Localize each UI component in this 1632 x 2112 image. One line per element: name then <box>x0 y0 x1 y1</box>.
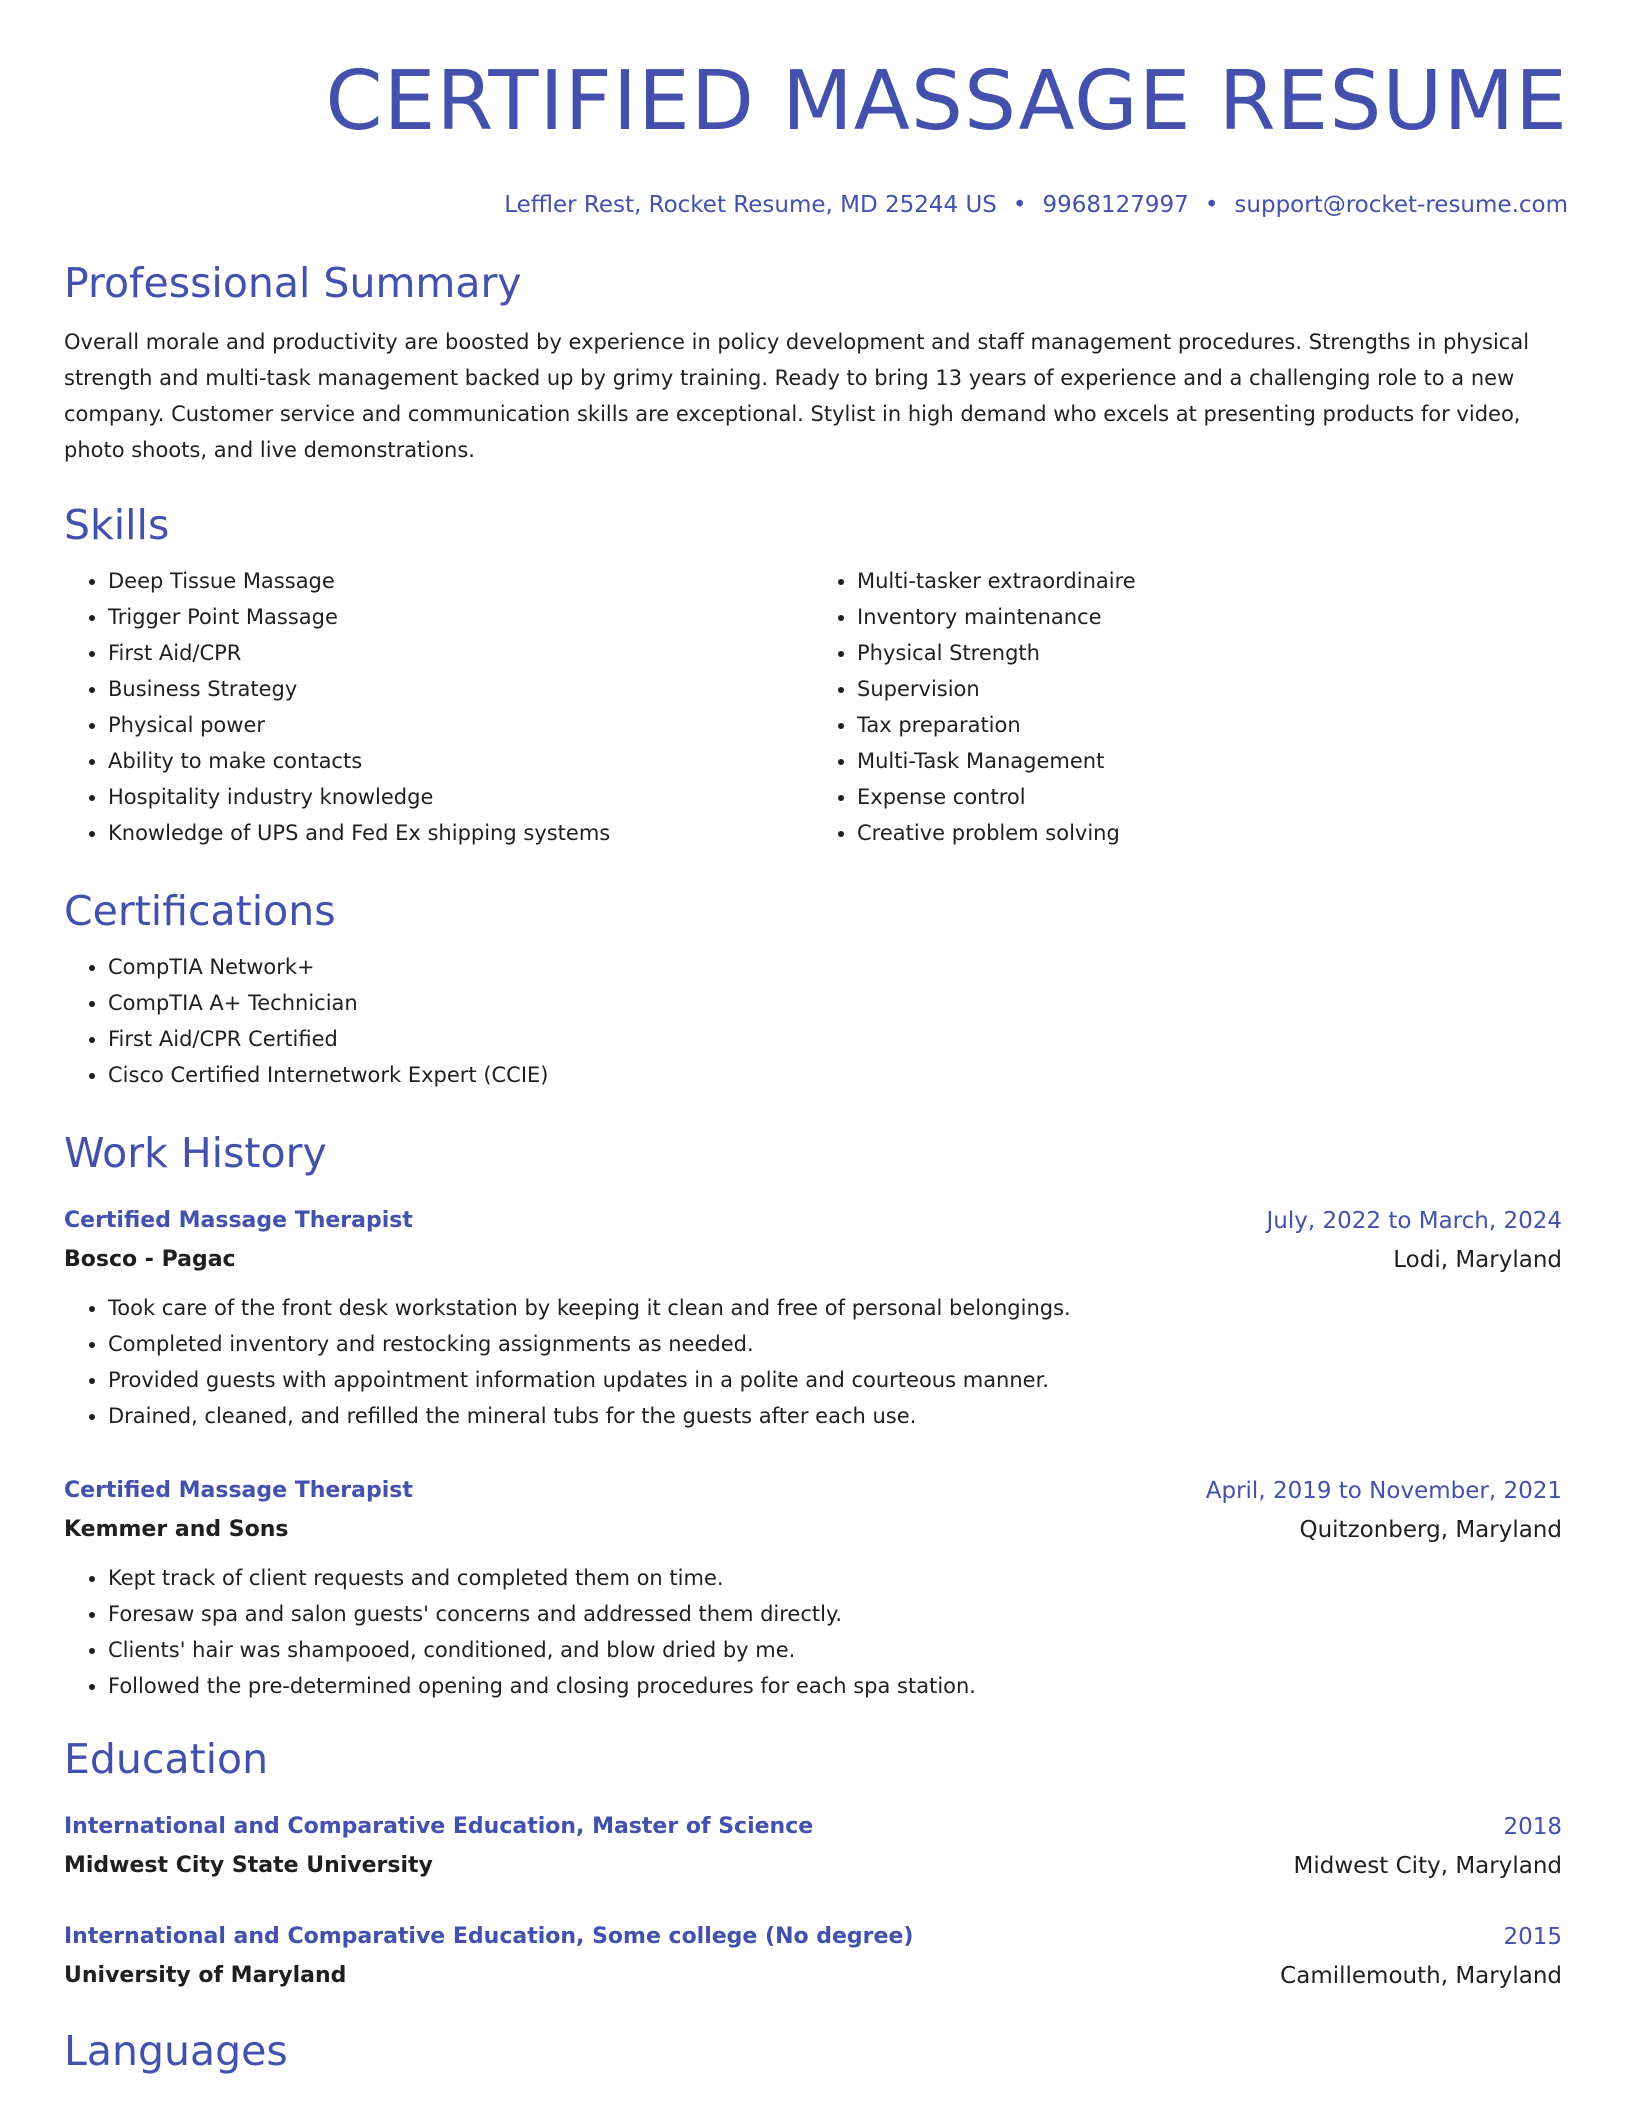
certification-item: • CompTIA A+ Technician <box>108 985 1562 1021</box>
skills-list-right <box>813 563 1562 851</box>
education-school: Midwest City State University <box>64 1853 433 1878</box>
skill-item: • Inventory maintenance <box>857 599 1562 635</box>
certification-item: • Cisco Certified Internetwork Expert (CCIE) <box>108 1057 1562 1093</box>
skill-item: • Multi-Task Management <box>857 743 1562 779</box>
contact-email: support@rocket-resume.com <box>1234 192 1568 218</box>
skill-item: • Multi-tasker extraordinaire <box>857 563 1562 599</box>
languages-section <box>64 2026 1562 2076</box>
summary-section <box>64 258 1562 468</box>
certifications-list <box>64 949 1562 1093</box>
skill-item: • Ability to make contacts <box>108 743 813 779</box>
skill-item: • Supervision <box>857 671 1562 707</box>
skill-item: • Physical Strength <box>857 635 1562 671</box>
skill-item: • Creative problem solving <box>857 815 1562 851</box>
skills-section <box>64 500 1562 851</box>
job-location: Lodi, Maryland <box>1393 1247 1562 1273</box>
job-bullets <box>64 1290 1562 1434</box>
skill-item: • Business Strategy <box>108 671 813 707</box>
education-degree: International and Comparative Education, Some college (No degree) <box>64 1924 914 1949</box>
job-bullet: • Clients' hair was shampooed, conditioned, and blow dried by me. <box>108 1632 1562 1668</box>
job-company: Kemmer and Sons <box>64 1517 289 1542</box>
contact-separator: • <box>1012 192 1027 218</box>
contact-address: Leffler Rest, Rocket Resume, MD 25244 US <box>504 192 997 218</box>
work-history-section <box>64 1128 1562 1178</box>
resume-title: CERTIFIED MASSAGE RESUME <box>325 54 1568 149</box>
job-company: Bosco - Pagac <box>64 1247 236 1272</box>
job-bullet: • Provided guests with appointment information updates in a polite and courteous manner. <box>108 1362 1562 1398</box>
education-year: 2018 <box>1503 1814 1562 1840</box>
job-bullet: • Followed the pre-determined opening and closing procedures for each spa station. <box>108 1668 1562 1704</box>
skill-item: • First Aid/CPR <box>108 635 813 671</box>
certifications-section <box>64 886 1562 1093</box>
skills-heading: Skills <box>64 501 170 549</box>
skill-item: • Knowledge of UPS and Fed Ex shipping systems <box>108 815 813 851</box>
skill-item: • Hospitality industry knowledge <box>108 779 813 815</box>
education-school: University of Maryland <box>64 1963 347 1988</box>
certifications-heading: Certifications <box>64 887 336 935</box>
skill-item: • Deep Tissue Massage <box>108 563 813 599</box>
education-section <box>64 1734 1562 1784</box>
contact-separator: • <box>1204 192 1219 218</box>
education-year: 2015 <box>1503 1924 1562 1950</box>
job-dates: July, 2022 to March, 2024 <box>1266 1208 1562 1234</box>
contact-line <box>64 190 1568 220</box>
education-degree: International and Comparative Education, Master of Science <box>64 1814 814 1839</box>
job-location: Quitzonberg, Maryland <box>1299 1517 1562 1543</box>
skills-list-left <box>64 563 813 851</box>
education-entry <box>64 1918 1562 1996</box>
summary-heading: Professional Summary <box>64 259 522 307</box>
skill-item: • Tax preparation <box>857 707 1562 743</box>
education-entry <box>64 1808 1562 1886</box>
job-bullet: • Foresaw spa and salon guests' concerns and addressed them directly. <box>108 1596 1562 1632</box>
education-location: Midwest City, Maryland <box>1293 1853 1562 1879</box>
certification-item: • CompTIA Network+ <box>108 949 1562 985</box>
job-dates: April, 2019 to November, 2021 <box>1205 1478 1562 1504</box>
job-bullet: • Completed inventory and restocking assignments as needed. <box>108 1326 1562 1362</box>
skill-item: • Physical power <box>108 707 813 743</box>
contact-phone: 9968127997 <box>1042 192 1189 218</box>
summary-text: Overall morale and productivity are boosted by experience in policy development and staff management procedures. Strengths in physical strength and multi-task management backed up by grimy training. Ready to bring 13 years of experience and a challenging role to a new company. Customer service and communication skills are exceptional. Stylist in high demand who excels at presenting products for video, photo shoots, and live demonstrations. <box>64 330 1530 462</box>
job-bullets <box>64 1560 1562 1704</box>
job-bullet: • Drained, cleaned, and refilled the mineral tubs for the guests after each use. <box>108 1398 1562 1434</box>
job-title: Certified Massage Therapist <box>64 1208 413 1233</box>
skill-item: • Expense control <box>857 779 1562 815</box>
work-history-heading: Work History <box>64 1129 327 1177</box>
languages-heading: Languages <box>64 2027 288 2075</box>
job-entry <box>64 1472 1562 1704</box>
education-location: Camillemouth, Maryland <box>1280 1963 1562 1989</box>
skill-item: • Trigger Point Massage <box>108 599 813 635</box>
job-bullet: • Took care of the front desk workstation by keeping it clean and free of personal belongings. <box>108 1290 1562 1326</box>
job-entry <box>64 1202 1562 1434</box>
job-bullet: • Kept track of client requests and completed them on time. <box>108 1560 1562 1596</box>
education-heading: Education <box>64 1735 269 1783</box>
job-title: Certified Massage Therapist <box>64 1478 413 1503</box>
certification-item: • First Aid/CPR Certified <box>108 1021 1562 1057</box>
